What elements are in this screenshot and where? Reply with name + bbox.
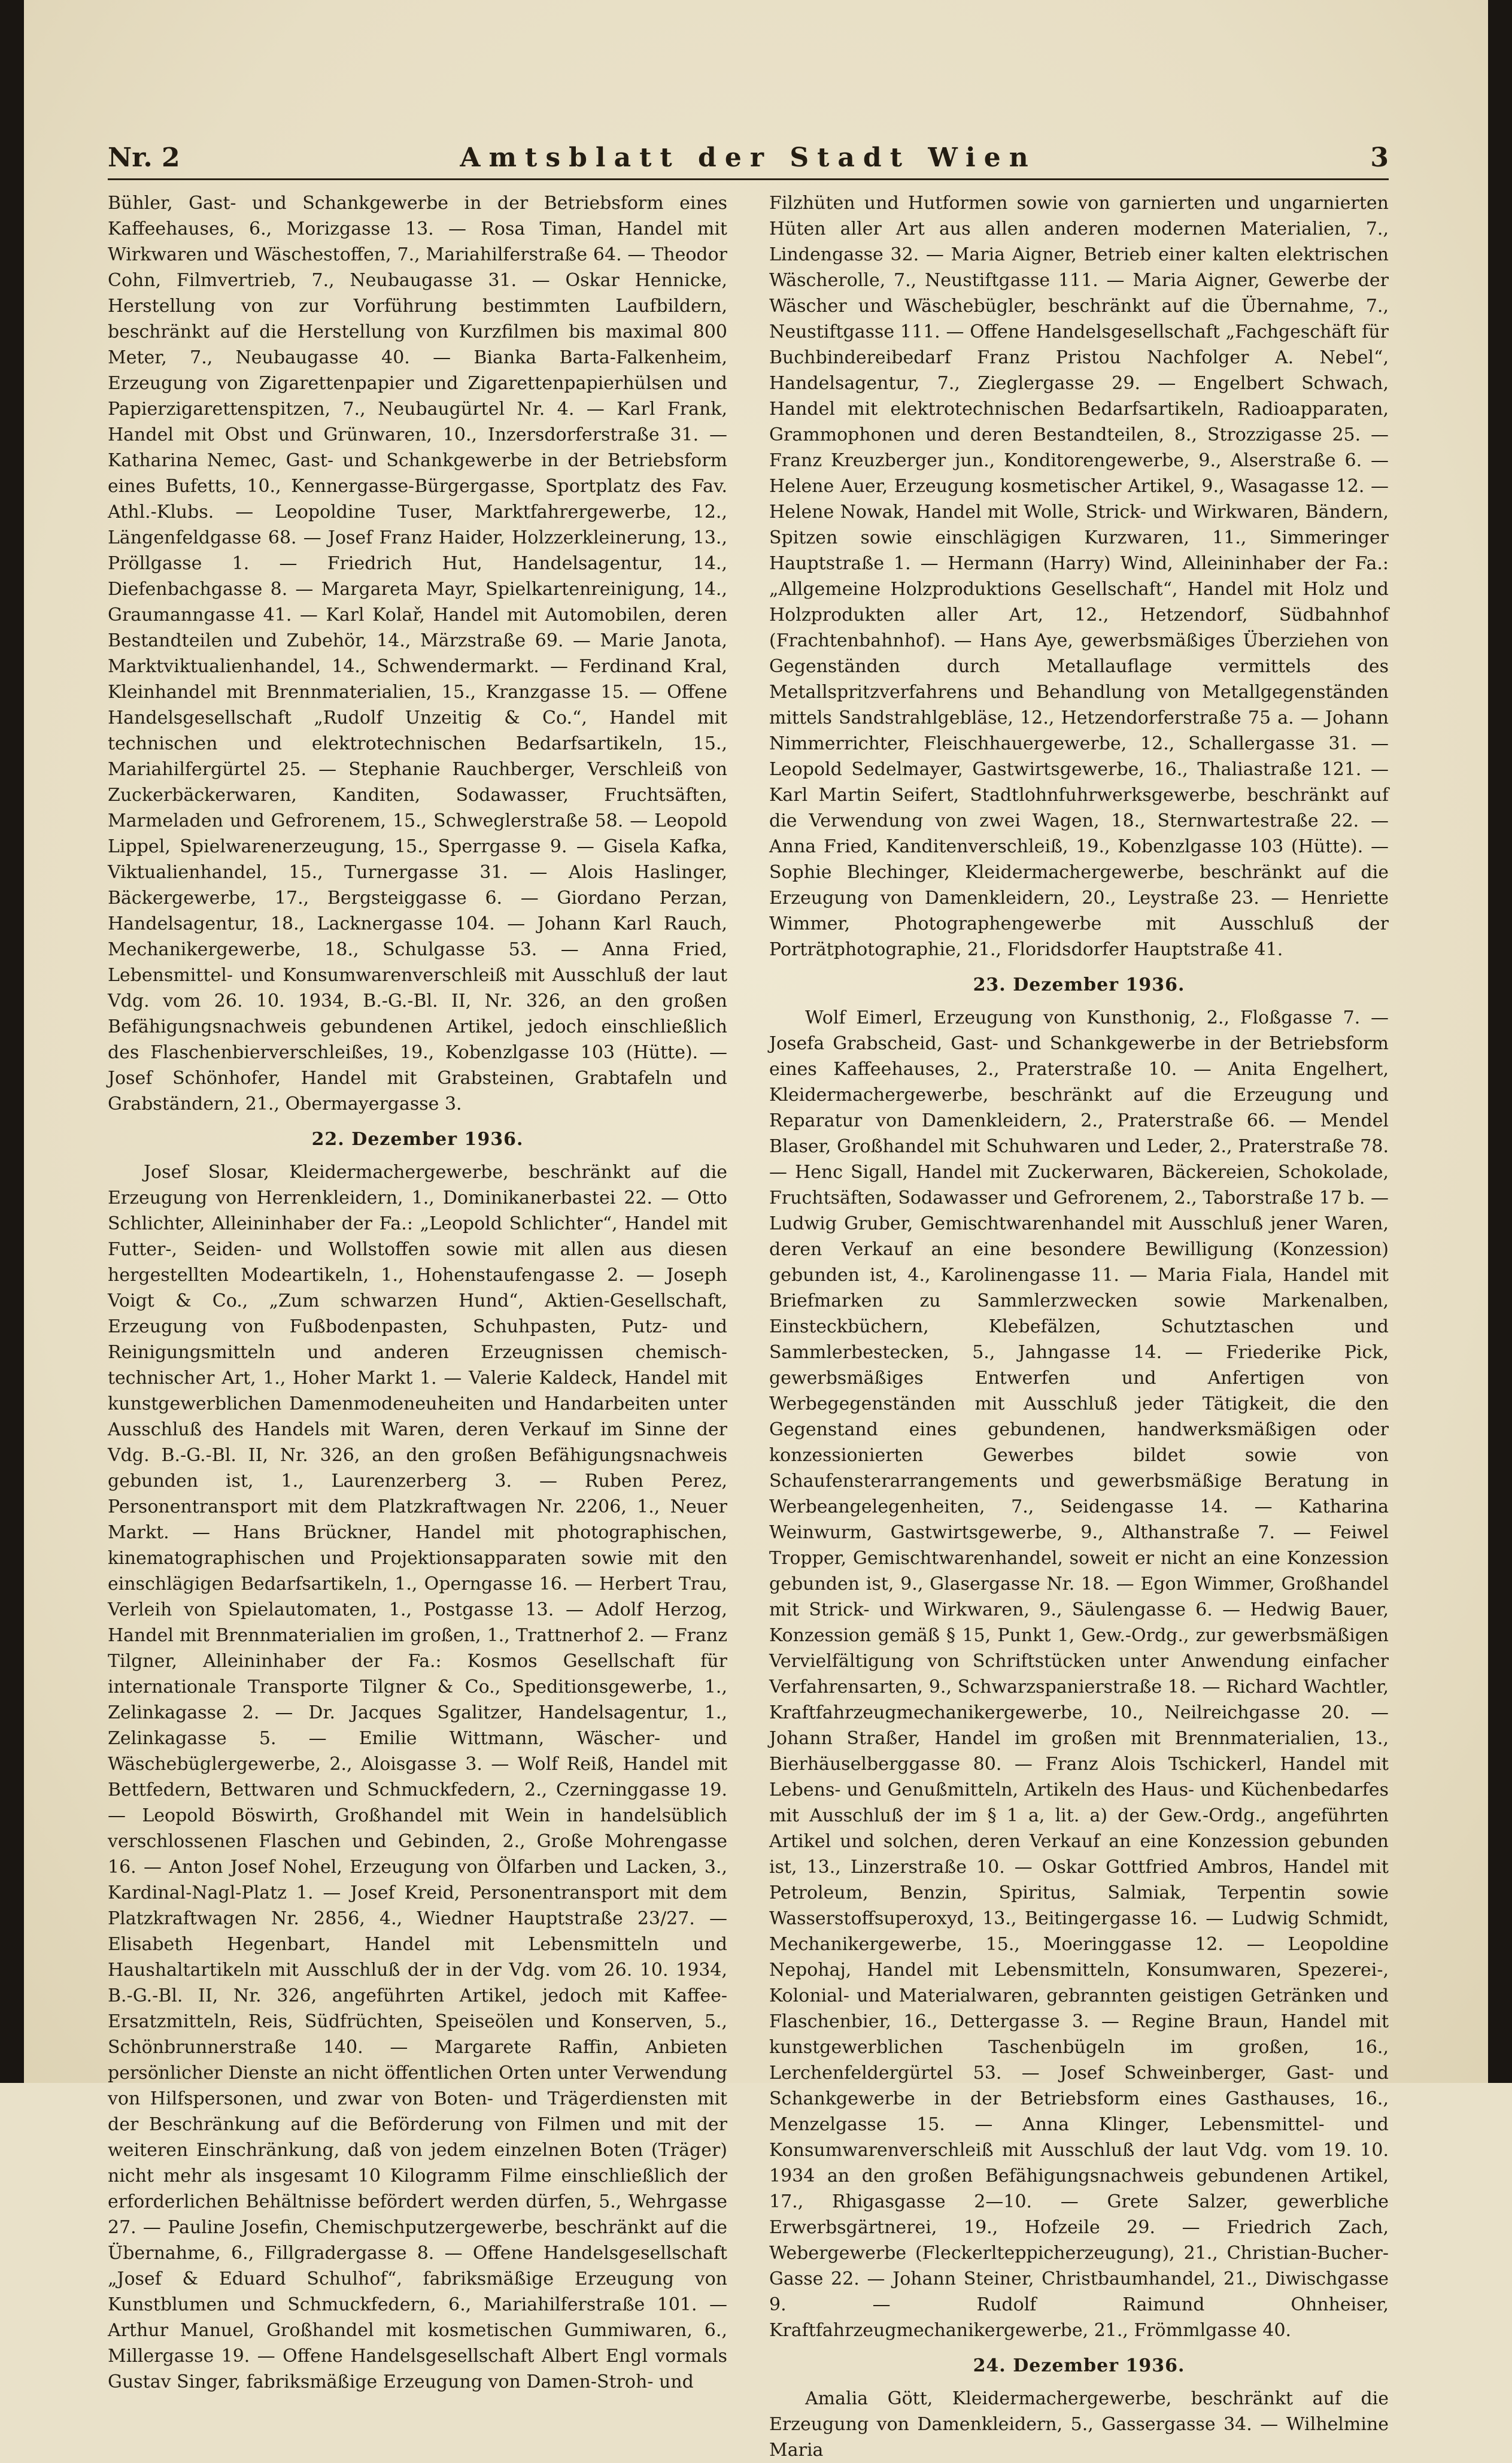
date-heading-22-dec: 22. Dezember 1936.: [311, 1129, 524, 1150]
left-paragraph-1: Bühler, Gast- und Schankgewerbe in der Betriebsform eines Kaffeehauses, 6., Morizgasse 13. — Rosa Timan, Handel mit Wirkwaren und Wäschestoffen, 7., Mariahilferstraße 64. — Theodor Cohn, Filmvertrieb, 7., Neubaugasse 31. — Oskar Hennicke, Herstellung von zur Vorführung bestimmten Laufbildern, beschränkt auf die Herstellung von Kurzfilmen bis maximal 800 Meter, 7., Neubaugasse 40. — Bianka Barta-Falkenheim, Erzeugung von Zigarettenpapier und Zigarettenpapierhülsen und Papierzigarettenspitzen, 7., Neubaugürtel Nr. 4. — Karl Frank, Handel mit Obst und Grünwaren, 10., Inzersdorferstraße 31. — Katharina Nemec, Gast- und Schankgewerbe in der Betriebsform eines Bufetts, 10., Kennergasse-Bürgergasse, Sportplatz des Fav. Athl.-Klubs. — Leopoldine Tuser, Marktfahrergewerbe, 12., Längenfeldgasse 68. — Josef Franz Haider, Holzzerkleinerung, 13., Pröllgasse 1. — Friedrich Hut, Handelsagentur, 14., Diefenbachgasse 8. — Margareta Mayr, Spielkartenreinigung, 14., Graumanngasse 41. — Karl Kolař, Handel mit Automobilen, deren Bestandteilen und Zubehör, 14., Märzstraße 69. — Marie Janota, Marktviktualienhandel, 14., Schwendermarkt. — Ferdinand Kral, Kleinhandel mit Brennmaterialien, 15., Kranzgasse 15. — Offene Handelsgesellschaft „Rudolf Unzeitig & Co.“, Handel mit technischen und elektrotechnischen Bedarfsartikeln, 15., Mariahilfergürtel 25. — Stephanie Rauchberger, Verschleiß von Zuckerbäckerwaren, Kanditen, Sodawasser, Fruchtsäften, Marmeladen und Gefrorenem, 15., Schweglerstraße 58. — Leopold Lippel, Spielwarenerzeugung, 15., Sperrgasse 9. — Gisela Kafka, Viktualienhandel, 15., Turnergasse 31. — Alois Haslinger, Bäckergewerbe, 17., Bergsteiggasse 6. — Giordano Perzan, Handelsagentur, 18., Lacknergasse 104. — Johann Karl Rauch, Mechanikergewerbe, 18., Schulgasse 53. — Anna Fried, Lebensmittel- und Konsumwarenverschleiß mit Ausschluß der laut Vdg. vom 26. 10. 1934, B.-G.-Bl. II, Nr. 326, an den großen Befähigungsnachweis gebundenen Artikel, jedoch einschließlich des Flaschenbierverschleißes, 19., Kobenzlgasse 103 (Hütte). — Josef Schönhofer, Handel mit Grabsteinen, Grabtafeln und Grabständern, 21., Obermayergasse 3.: [108, 193, 727, 1114]
header-rule: [108, 178, 1389, 180]
date-heading-23-dec: 23. Dezember 1936.: [973, 974, 1185, 995]
left-column: [108, 190, 727, 2392]
date-heading-24-dec: 24. Dezember 1936.: [973, 2355, 1185, 2376]
right-column: [769, 190, 1389, 2461]
issue-number: Nr. 2: [108, 142, 180, 173]
right-paragraph-3: Amalia Gött, Kleidermachergewerbe, beschränkt auf die Erzeugung von Damenkleidern, 5., Gassergasse 34. — Wilhelmine Maria: [769, 2388, 1389, 2461]
scan-edge-right: [1488, 0, 1512, 2083]
right-paragraph-1: Filzhüten und Hutformen sowie von garnierten und ungarnierten Hüten aller Art aus allen anderen modernen Materialien, 7., Lindengasse 32. — Maria Aigner, Betrieb einer kalten elektrischen Wäscherolle, 7., Neustiftgasse 111. — Maria Aigner, Gewerbe der Wäscher und Wäschebügler, beschränkt auf die Übernahme, 7., Neustiftgasse 111. — Offene Handelsgesellschaft „Fachgeschäft für Buchbindereibedarf Franz Pristou Nachfolger A. Nebel“, Handelsagentur, 7., Zieglergasse 29. — Engelbert Schwach, Handel mit elektrotechnischen Bedarfsartikeln, Radioapparaten, Grammophonen und deren Bestandteilen, 8., Strozzigasse 25. — Franz Kreuzberger jun., Konditorengewerbe, 9., Alserstraße 6. — Helene Auer, Erzeugung kosmetischer Artikel, 9., Wasagasse 12. — Helene Nowak, Handel mit Wolle, Strick- und Wirkwaren, Bändern, Spitzen sowie einschlägigen Kurzwaren, 11., Simmeringer Hauptstraße 1. — Hermann (Harry) Wind, Alleininhaber der Fa.: „Allgemeine Holzproduktions Gesellschaft“, Handel mit Holz und Holzprodukten aller Art, 12., Hetzendorf, Südbahnhof (Frachtenbahnhof). — Hans Aye, gewerbsmäßiges Überziehen von Gegenständen durch Metallauflage vermittels des Metallspritzverfahrens und Behandlung von Metallgegenständen mittels Sandstrahlgebläse, 12., Hetzendorferstraße 75 a. — Johann Nimmerrichter, Fleischhauergewerbe, 12., Schallergasse 31. — Leopold Sedelmayer, Gastwirtsgewerbe, 16., Thaliastraße 121. — Karl Martin Seifert, Stadtlohnfuhrwerksgewerbe, beschränkt auf die Verwendung von zwei Wagen, 18., Sternwartestraße 22. — Anna Fried, Kanditenverschleiß, 19., Kobenzlgasse 103 (Hütte). — Sophie Blechinger, Kleidermachergewerbe, beschränkt auf die Erzeugung von Damenkleidern, 20., Leystraße 23. — Henriette Wimmer, Photographengewerbe mit Ausschluß der Porträtphotographie, 21., Floridsdorfer Hauptstraße 41.: [769, 193, 1389, 960]
publication-title: Amtsblatt der Stadt Wien: [460, 142, 1037, 173]
page-header: [108, 138, 1389, 174]
scan-edge-left: [0, 0, 24, 2083]
right-paragraph-2: Wolf Eimerl, Erzeugung von Kunsthonig, 2., Floßgasse 7. — Josefa Grabscheid, Gast- und Schankgewerbe in der Betriebsform eines Kaffeehauses, 2., Praterstraße 10. — Anita Engelhert, Kleidermachergewerbe, beschränkt auf die Erzeugung und Reparatur von Damenkleidern, 2., Praterstraße 66. — Mendel Blaser, Großhandel mit Schuhwaren und Leder, 2., Praterstraße 78. — Henc Sigall, Handel mit Zuckerwaren, Bäckereien, Schokolade, Fruchtsäften, Sodawasser und Gefrorenem, 2., Taborstraße 17 b. — Ludwig Gruber, Gemischtwarenhandel mit Ausschluß jener Waren, deren Verkauf an eine besondere Bewilligung (Konzession) gebunden ist, 4., Karolinengasse 11. — Maria Fiala, Handel mit Briefmarken zu Sammlerzwecken sowie Markenalben, Einsteckbüchern, Klebefälzen, Schutztaschen und Sammlerbestecken, 5., Jahngasse 14. — Friederike Pick, gewerbsmäßiges Entwerfen und Anfertigen von Werbegegenständen mit Ausschluß jeder Tätigkeit, die den Gegenstand eines gebundenen, handwerksmäßigen oder konzessionierten Gewerbes bildet sowie von Schaufensterarrangements und gewerbsmäßige Beratung in Werbeangelegenheiten, 7., Seidengasse 14. — Katharina Weinwurm, Gastwirtsgewerbe, 9., Althanstraße 7. — Feiwel Tropper, Gemischtwarenhandel, soweit er nicht an eine Konzession gebunden ist, 9., Glasergasse Nr. 18. — Egon Wimmer, Großhandel mit Strick- und Wirkwaren, 9., Säulengasse 6. — Hedwig Bauer, Konzession gemäß § 15, Punkt 1, Gew.-Ordg., zur gewerbsmäßigen Vervielfältigung von Schriftstücken unter Anwendung einfacher Verfahrensarten, 9., Schwarzspanierstraße 18. — Richard Wachtler, Kraftfahrzeugmechanikergewerbe, 10., Neilreichgasse 20. — Johann Straßer, Handel im großen mit Brennmaterialien, 13., Bierhäuselberggasse 80. — Franz Alois Tschickerl, Handel mit Lebens- und Genußmitteln, Artikeln des Haus- und Küchenbedarfes mit Ausschluß der im § 1 a, lit. a) der Gew.-Ordg., angeführten Artikel und solchen, deren Verkauf an eine Konzession gebunden ist, 13., Linzerstraße 10. — Oskar Gottfried Ambros, Handel mit Petroleum, Benzin, Spiritus, Salmiak, Terpentin sowie Wasserstoffsuperoxyd, 13., Beitingergasse 16. — Ludwig Schmidt, Mechanikergewerbe, 15., Moeringgasse 12. — Leopoldine Nepohaj, Handel mit Lebensmitteln, Konsumwaren, Spezerei-, Kolonial- und Materialwaren, gebrannten geistigen Getränken und Flaschenbier, 16., Dettergasse 3. — Regine Braun, Handel mit kunstgewerblichen Taschenbügeln im großen, 16., Lerchenfeldergürtel 53. — Josef Schweinberger, Gast- und Schankgewerbe in der Betriebsform eines Gasthauses, 16., Menzelgasse 15. — Anna Klinger, Lebensmittel- und Konsumwarenverschleiß mit Ausschluß der laut Vdg. vom 19. 10. 1934 an den großen Befähigungsnachweis gebundenen Artikel, 17., Rhigasgasse 2—10. — Grete Salzer, gewerbliche Erwerbsgärtnerei, 19., Hofzeile 29. — Friedrich Zach, Webergewerbe (Fleckerlteppicherzeugung), 21., Christian-Bucher-Gasse 22. — Johann Steiner, Christbaumhandel, 21., Diwischgasse 9. — Rudolf Raimund Ohnheiser, Kraftfahrzeugmechanikergewerbe, 21., Frömmlgasse 40.: [769, 1007, 1389, 2341]
page-number: 3: [1370, 142, 1389, 173]
left-paragraph-2: Josef Slosar, Kleidermachergewerbe, beschränkt auf die Erzeugung von Herrenkleidern, 1., Dominikanerbastei 22. — Otto Schlichter, Alleininhaber der Fa.: „Leopold Schlichter“, Handel mit Futter-, Seiden- und Wollstoffen sowie mit allen aus diesen hergestellten Modeartikeln, 1., Hohenstaufengasse 2. — Joseph Voigt & Co., „Zum schwarzen Hund“, Aktien-Gesellschaft, Erzeugung von Fußbodenpasten, Schuhpasten, Putz- und Reinigungsmitteln und anderen Erzeugnissen chemisch-technischer Art, 1., Hoher Markt 1. — Valerie Kaldeck, Handel mit kunstgewerblichen Damenmodeneuheiten und Handarbeiten unter Ausschluß des Handels mit Waren, deren Verkauf im Sinne der Vdg. B.-G.-Bl. II, Nr. 326, an den großen Befähigungsnachweis gebunden ist, 1., Laurenzerberg 3. — Ruben Perez, Personentransport mit dem Platzkraftwagen Nr. 2206, 1., Neuer Markt. — Hans Brückner, Handel mit photographischen, kinematographischen und Projektionsapparaten sowie mit den einschlägigen Bedarfsartikeln, 1., Operngasse 16. — Herbert Trau, Verleih von Spielautomaten, 1., Postgasse 13. — Adolf Herzog, Handel mit Brennmaterialien im großen, 1., Trattnerhof 2. — Franz Tilgner, Alleininhaber der Fa.: Kosmos Gesellschaft für internationale Transporte Tilgner & Co., Speditionsgewerbe, 1., Zelinkagasse 2. — Dr. Jacques Sgalitzer, Handelsagentur, 1., Zelinkagasse 5. — Emilie Wittmann, Wäscher- und Wäschebüglergewerbe, 2., Aloisgasse 3. — Wolf Reiß, Handel mit Bettfedern, Bettwaren und Schmuckfedern, 2., Czerninggasse 19. — Leopold Böswirth, Großhandel mit Wein in handelsüblich verschlossenen Flaschen und Gebinden, 2., Große Mohrengasse 16. — Anton Josef Nohel, Erzeugung von Ölfarben und Lacken, 3., Kardinal-Nagl-Platz 1. — Josef Kreid, Personentransport mit dem Platzkraftwagen Nr. 2856, 4., Wiedner Hauptstraße 23/27. — Elisabeth Hegenbart, Handel mit Lebensmitteln und Haushaltartikeln mit Ausschluß der in der Vdg. vom 26. 10. 1934, B.-G.-Bl. II, Nr. 326, angeführten Artikel, jedoch mit Kaffee-Ersatzmitteln, Reis, Südfrüchten, Speiseölen und Konserven, 5., Schönbrunnerstraße 140. — Margarete Raffin, Anbieten persönlicher Dienste an nicht öffentlichen Orten unter Verwendung von Hilfspersonen, und zwar von Boten- und Trägerdiensten mit der Beschränkung auf die Beförderung von Filmen und mit der weiteren Einschränkung, daß von jedem einzelnen Boten (Träger) nicht mehr als insgesamt 10 Kilogramm Filme einschließlich der erforderlichen Behältnisse befördert werden dürfen, 5., Wehrgasse 27. — Pauline Josefin, Chemischputzergewerbe, beschränkt auf die Übernahme, 6., Fillgradergasse 8. — Offene Handelsgesellschaft „Josef & Eduard Schulhof“, fabriksmäßige Erzeugung von Kunstblumen und Schmuckfedern, 6., Mariahilferstraße 101. — Arthur Manuel, Großhandel mit kosmetischen Gummiwaren, 6., Millergasse 19. — Offene Handelsgesellschaft Albert Engl vormals Gustav Singer, fabriksmäßige Erzeugung von Damen-Stroh- und: [108, 1162, 727, 2392]
